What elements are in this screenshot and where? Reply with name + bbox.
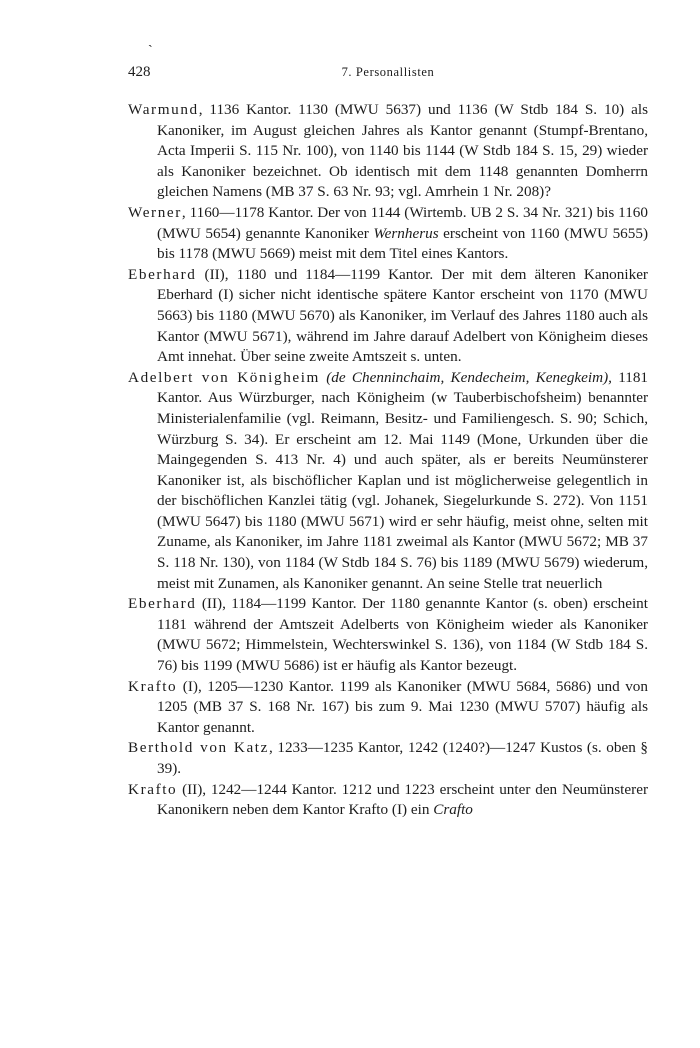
entry-text: (II), 1242—1244 Kantor. 1212 und 1223 erscheint unter den Neumünsterer Kanonikern neben dem Kantor Krafto (I) ein: [157, 780, 648, 819]
entry-name: Krafto: [128, 780, 178, 798]
entry-name: Werner: [128, 203, 182, 221]
entry-text: , 1233—1235 Kantor, 1242 (1240?)—1247 Kustos (s. oben § 39).: [157, 739, 648, 777]
entry-italic: Wernherus: [373, 224, 439, 242]
page-header: [128, 64, 648, 84]
entry-name: Eberhard: [128, 265, 197, 283]
entry-eberhard-1: [128, 265, 648, 368]
entry-name: Eberhard: [128, 595, 197, 613]
entry-warmund: [128, 100, 648, 203]
page-number: 428: [128, 64, 151, 80]
entry-krafto-1: [128, 677, 648, 739]
entry-name: Berthold von Katz: [128, 739, 269, 757]
entry-werner: [128, 203, 648, 265]
entry-italic: (de Chenninchaim, Kendecheim, Kenegkeim),: [326, 368, 612, 386]
entry-name: Krafto: [128, 677, 178, 695]
entry-text: , 1136 Kantor. 1130 (MWU 5637) und 1136 (W Stdb 184 S. 10) als Kanoniker, im August gleichen Jahres als Kantor genannt (Stumpf-Brentano, Acta Imperii S. 115 Nr. 100), von 1140 bis 1144 (W Stdb 184 S. 15, 29) wieder als Kanoniker bezeichnet. Ob identisch mit dem 1148 genannten Domherrn gleichen Namens (MB 37 S. 63 Nr. 93; vgl. Amrhein 1 Nr. 208)?: [157, 101, 648, 201]
entry-adelbert: [128, 368, 648, 595]
entry-italic: Crafto: [433, 801, 473, 819]
entry-text: (I), 1205—1230 Kantor. 1199 als Kanoniker (MWU 5684, 5686) und von 1205 (MB 37 S. 168 Nr. 167) bis zum 9. Mai 1230 (MWU 5707) häufig als Kantor genannt.: [157, 677, 648, 736]
scan-mark: ˎ: [148, 33, 153, 48]
entry-name: Warmund: [128, 101, 199, 118]
entry-text: 1181 Kantor. Aus Würzburger, nach Königheim (w Tauberbischofsheim) benannter Ministerialenfamilie (vgl. Reimann, Besitz- und Familiengesch. S. 90; Schich, Würzburg S. 34). Er erscheint am 12. Mai 1149 (Mone, Urkunden über die Maingegenden S. 413 Nr. 4) und auch später, als er bereits Neumünsterer Kanoniker ist, als bischöflicher Kaplan und ist möglicherweise gelegentlich in der bischöflichen Kanzlei tätig (vgl. Johanek, Siegelurkunde S. 272). Von 1151 (MWU 5647) bis 1180 (MWU 5671) wird er sehr häufig, meist ohne, selten mit Zuname, als Kanoniker, im Jahre 1181 zweimal als Kantor (MWU 5672; MB 37 S. 118 Nr. 130), von 1184 (W Stdb 184 S. 76) bis 1189 (MWU 5679) wiederum, meist mit Zunamen, als Kanoniker genannt. An seine Stelle trat neuerlich: [157, 368, 649, 592]
text-body: [128, 100, 648, 821]
entry-eberhard-2: [128, 594, 648, 676]
entry-krafto-2: [128, 780, 648, 821]
entry-berthold: [128, 738, 648, 779]
running-title: 7. Personallisten: [341, 65, 435, 79]
entry-name: Adelbert von Königheim: [128, 368, 320, 386]
entry-text: (II), 1184—1199 Kantor. Der 1180 genannte Kantor (s. oben) erscheint 1181 während der Amtszeit Adelberts von Königheim wieder als Kanoniker (MWU 5672; Himmelstein, Wechterswinkel S. 136), von 1184 (W Stdb 184 S. 76) bis 1199 (MWU 5686) ist er häufig als Kantor bezeugt.: [157, 595, 648, 675]
entry-text: (II), 1180 und 1184—1199 Kantor. Der mit dem älteren Kanoniker Eberhard (I) sicher nicht identische spätere Kantor erscheint von 1170 (MWU 5663) bis 1180 (MWU 5670) als Kanoniker, im Verlauf des Jahres 1180 auch als Kantor (MWU 5671), während im Jahre darauf Adelbert von Königheim dieses Amt innehat. Über seine zweite Amtszeit s. unten.: [157, 265, 648, 366]
entry-text: erscheint von 1160 (MWU 5655) bis 1178 (MWU 5669) meist mit dem Titel eines Kantors.: [157, 224, 648, 263]
entry-text: , 1160—1178 Kantor. Der von 1144 (Wirtemb. UB 2 S. 34 Nr. 321) bis 1160 (MWU 5654) genannte Kanoniker: [157, 203, 648, 242]
